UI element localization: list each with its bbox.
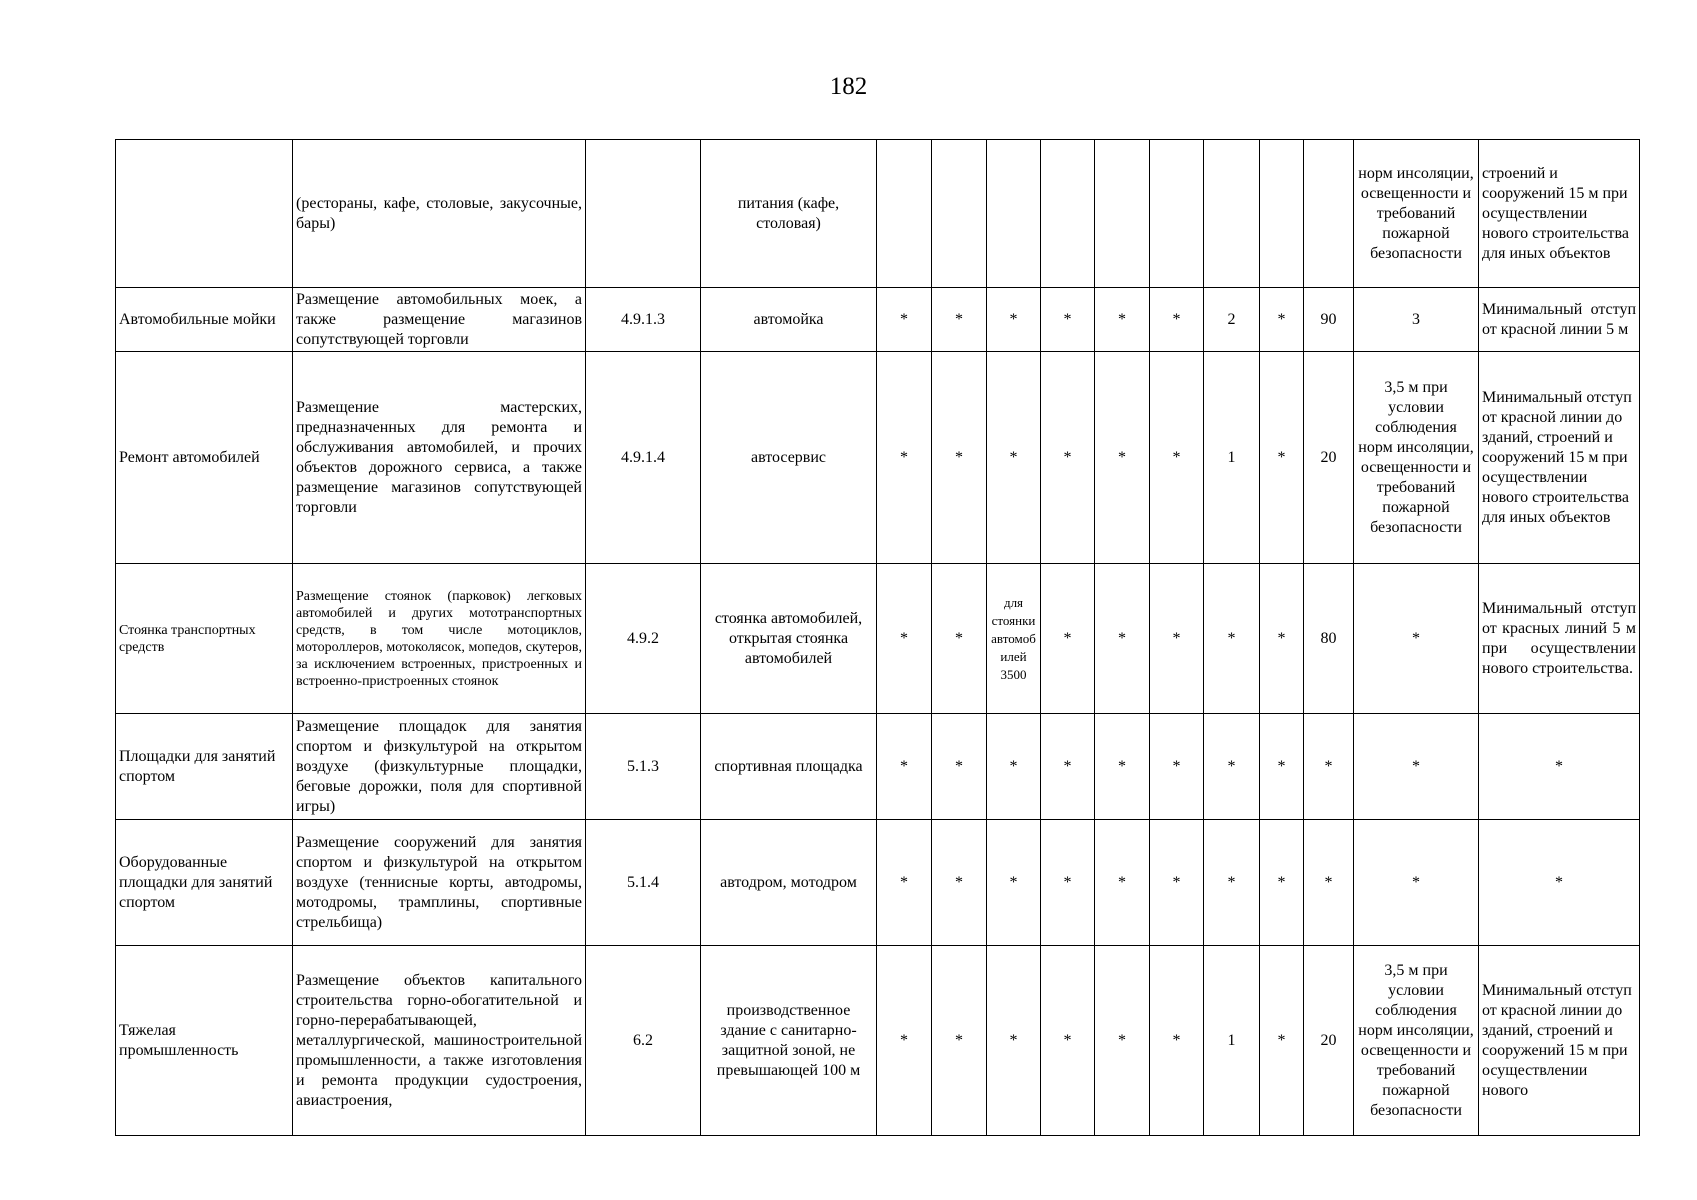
param-2: * bbox=[932, 288, 987, 352]
param-1: * bbox=[877, 352, 932, 564]
note: Минимальный отступ от красной линии до зданий, строений и сооружений 15 м при осуществлении нового строительства для иных объектов bbox=[1479, 352, 1640, 564]
param-5 bbox=[1095, 140, 1150, 288]
param-4: * bbox=[1041, 288, 1095, 352]
param-4: * bbox=[1041, 352, 1095, 564]
param-9: 20 bbox=[1304, 352, 1354, 564]
permitted-object: питания (кафе, столовая) bbox=[701, 140, 877, 288]
param-8: * bbox=[1260, 714, 1304, 820]
permitted-object: производственное здание с санитарно-защитной зоной, не превышающей 100 м bbox=[701, 946, 877, 1136]
param-5: * bbox=[1095, 946, 1150, 1136]
use-type-name: Ремонт автомобилей bbox=[116, 352, 293, 564]
use-type-name: Тяжелая промышленность bbox=[116, 946, 293, 1136]
use-type-name: Площадки для занятий спортом bbox=[116, 714, 293, 820]
param-6: * bbox=[1150, 820, 1204, 946]
param-2: * bbox=[932, 946, 987, 1136]
param-7: * bbox=[1204, 714, 1260, 820]
note: Минимальный отступ от красной линии до зданий, строений и сооружений 15 м при осуществлении нового bbox=[1479, 946, 1640, 1136]
param-9: * bbox=[1304, 714, 1354, 820]
min-setback: * bbox=[1354, 564, 1479, 714]
table-row bbox=[116, 564, 1640, 714]
param-2 bbox=[932, 140, 987, 288]
use-type-description: (рестораны, кафе, столовые, закусочные, бары) bbox=[293, 140, 586, 288]
table-row bbox=[116, 352, 1640, 564]
param-8 bbox=[1260, 140, 1304, 288]
param-7 bbox=[1204, 140, 1260, 288]
param-7: * bbox=[1204, 820, 1260, 946]
permitted-object: спортивная площадка bbox=[701, 714, 877, 820]
param-3: * bbox=[987, 352, 1041, 564]
param-3 bbox=[987, 140, 1041, 288]
note: * bbox=[1479, 714, 1640, 820]
param-7: 2 bbox=[1204, 288, 1260, 352]
use-type-code: 4.9.2 bbox=[586, 564, 701, 714]
min-setback: 3,5 м при условии соблюдения норм инсоляции, освещенности и требований пожарной безопасности bbox=[1354, 352, 1479, 564]
param-2: * bbox=[932, 714, 987, 820]
param-5: * bbox=[1095, 820, 1150, 946]
note: Минимальный отступ от красных линий 5 м при осуществлении нового строительства. bbox=[1479, 564, 1640, 714]
param-6: * bbox=[1150, 352, 1204, 564]
param-1: * bbox=[877, 288, 932, 352]
table-row bbox=[116, 288, 1640, 352]
param-6: * bbox=[1150, 288, 1204, 352]
use-type-code: 6.2 bbox=[586, 946, 701, 1136]
param-4: * bbox=[1041, 714, 1095, 820]
param-9: * bbox=[1304, 820, 1354, 946]
param-3: * bbox=[987, 288, 1041, 352]
use-type-description: Размещение стоянок (парковок) легковых автомобилей и других мототранспортных средств, в том числе мотоциклов, мотороллеров, мотоколясок, мопедов, скутеров, за исключением встроенных, пристроенных и встроенно-пристроенных стоянок bbox=[293, 564, 586, 714]
param-6: * bbox=[1150, 564, 1204, 714]
param-1 bbox=[877, 140, 932, 288]
param-3: для стоянки автомобилей 3500 bbox=[987, 564, 1041, 714]
param-6 bbox=[1150, 140, 1204, 288]
table-row bbox=[116, 140, 1640, 288]
table-row bbox=[116, 714, 1640, 820]
use-type-name: Автомобильные мойки bbox=[116, 288, 293, 352]
param-9: 90 bbox=[1304, 288, 1354, 352]
min-setback: 3,5 м при условии соблюдения норм инсоляции, освещенности и требований пожарной безопасности bbox=[1354, 946, 1479, 1136]
note: * bbox=[1479, 820, 1640, 946]
param-2: * bbox=[932, 352, 987, 564]
permitted-object: автосервис bbox=[701, 352, 877, 564]
param-9: 80 bbox=[1304, 564, 1354, 714]
param-9 bbox=[1304, 140, 1354, 288]
min-setback: 3 bbox=[1354, 288, 1479, 352]
param-4 bbox=[1041, 140, 1095, 288]
param-7: 1 bbox=[1204, 352, 1260, 564]
use-type-code: 4.9.1.4 bbox=[586, 352, 701, 564]
param-5: * bbox=[1095, 352, 1150, 564]
use-type-code: 5.1.3 bbox=[586, 714, 701, 820]
note: строений и сооружений 15 м при осуществлении нового строительства для иных объектов bbox=[1479, 140, 1640, 288]
note: Минимальный отступ от красной линии 5 м bbox=[1479, 288, 1640, 352]
param-2: * bbox=[932, 564, 987, 714]
param-5: * bbox=[1095, 714, 1150, 820]
permitted-object: стоянка автомобилей, открытая стоянка автомобилей bbox=[701, 564, 877, 714]
param-9: 20 bbox=[1304, 946, 1354, 1136]
use-type-description: Размещение площадок для занятия спортом и физкультурой на открытом воздухе (физкультурные площадки, беговые дорожки, поля для спортивной игры) bbox=[293, 714, 586, 820]
param-2: * bbox=[932, 820, 987, 946]
param-4: * bbox=[1041, 946, 1095, 1136]
table-row bbox=[116, 820, 1640, 946]
use-type-description: Размещение мастерских, предназначенных для ремонта и обслуживания автомобилей, и прочих объектов дорожного сервиса, а также размещение магазинов сопутствующей торговли bbox=[293, 352, 586, 564]
param-8: * bbox=[1260, 820, 1304, 946]
table-row bbox=[116, 946, 1640, 1136]
param-8: * bbox=[1260, 288, 1304, 352]
param-8: * bbox=[1260, 946, 1304, 1136]
param-6: * bbox=[1150, 946, 1204, 1136]
use-type-name: Оборудованные площадки для занятий спортом bbox=[116, 820, 293, 946]
param-6: * bbox=[1150, 714, 1204, 820]
min-setback: норм инсоляции, освещенности и требований пожарной безопасности bbox=[1354, 140, 1479, 288]
use-type-name: Стоянка транспортных средств bbox=[116, 564, 293, 714]
min-setback: * bbox=[1354, 714, 1479, 820]
use-type-code: 5.1.4 bbox=[586, 820, 701, 946]
use-type-name bbox=[116, 140, 293, 288]
use-type-code: 4.9.1.3 bbox=[586, 288, 701, 352]
param-1: * bbox=[877, 946, 932, 1136]
param-5: * bbox=[1095, 288, 1150, 352]
use-type-description: Размещение сооружений для занятия спортом и физкультурой на открытом воздухе (теннисные корты, автодромы, мотодромы, трамплины, спортивные стрельбища) bbox=[293, 820, 586, 946]
param-1: * bbox=[877, 564, 932, 714]
param-8: * bbox=[1260, 564, 1304, 714]
param-3: * bbox=[987, 820, 1041, 946]
param-7: 1 bbox=[1204, 946, 1260, 1136]
page-number: 182 bbox=[829, 73, 868, 100]
zoning-regulations-table bbox=[115, 139, 1640, 1136]
use-type-description: Размещение объектов капитального строительства горно-обогатительной и горно-перерабатывающей, металлургической, машиностроительной промышленности, а также изготовления и ремонта продукции судостроения, авиастроения, bbox=[293, 946, 586, 1136]
param-4: * bbox=[1041, 820, 1095, 946]
use-type-description: Размещение автомобильных моек, а также размещение магазинов сопутствующей торговли bbox=[293, 288, 586, 352]
param-1: * bbox=[877, 820, 932, 946]
param-3: * bbox=[987, 946, 1041, 1136]
param-5: * bbox=[1095, 564, 1150, 714]
param-4: * bbox=[1041, 564, 1095, 714]
use-type-code bbox=[586, 140, 701, 288]
param-7: * bbox=[1204, 564, 1260, 714]
param-1: * bbox=[877, 714, 932, 820]
min-setback: * bbox=[1354, 820, 1479, 946]
param-8: * bbox=[1260, 352, 1304, 564]
permitted-object: автомойка bbox=[701, 288, 877, 352]
param-3: * bbox=[987, 714, 1041, 820]
permitted-object: автодром, мотодром bbox=[701, 820, 877, 946]
